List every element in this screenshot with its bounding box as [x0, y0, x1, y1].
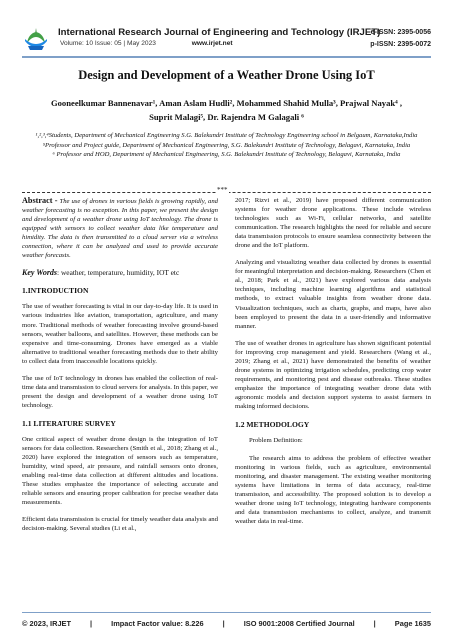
section-separator: [22, 186, 431, 194]
journal-header: [0, 0, 453, 50]
literature-paragraph-5: The use of weather drones in agriculture has shown significant potential for improving crop management and yield. Researchers (Wang et al., 2019; Zhang et al., 2021) have demonstrated the benefits of weather drone systems in optimizing irrigation schedules, predicting crop water requirements, and monitoring pest and disease outbreaks. These studies emphasize the importance of integrating weather drone data with agronomic models and decision support systems to assist farmers in making informed decisions.: [235, 339, 431, 410]
keywords: [22, 268, 218, 277]
abstract-text: The use of drones in various fields is growing rapidly, and weather forecasting is no exception. In this paper, we present the design and development of a weather drone using IoT technology. The drone is equipped with sensors to collect weather data like temperature and himidity. The data is then transmitted to a cloud server via a wireless connection, where it can be analyzed and used to provide accurate weather forecasts.: [22, 198, 219, 260]
header-divider: [22, 56, 431, 58]
separator-stars: ***: [217, 186, 228, 194]
eissn: e-ISSN: 2395-0056: [370, 29, 431, 36]
footer-copyright: © 2023, IRJET: [22, 619, 71, 628]
literature-survey-heading: 1.1 LITERATURE SURVEY: [22, 418, 116, 428]
footer-page-number: Page 1635: [394, 619, 431, 628]
footer-sep-2: |: [222, 619, 225, 628]
abstract-label: Abstract -: [22, 196, 58, 205]
right-column: [235, 196, 431, 535]
issn-block: [370, 27, 431, 51]
journal-website-link[interactable]: www.irjet.net: [191, 40, 233, 47]
problem-definition-label: Problem Definition:: [249, 437, 303, 445]
affiliation-3: ⁶ Professor and HOD, Department of Mechanical Engineering, S.G. Balekundri Institute of Technology, Belagavi, Karnataka, India: [52, 151, 401, 159]
journal-title: International Research Journal of Engineering and Technology (IRJET): [58, 27, 381, 38]
literature-paragraph-2: Efficient data transmission is crucial for timely weather data analysis and decision-making. Several studies (Li et al.,: [22, 516, 218, 533]
literature-paragraph-4: Analyzing and visualizing weather data collected by drones is essential for meaningful interpretation and decision-making. Researchers (Chen et al., 2018; Park et al., 2021) have explored various data analysis techniques, including machine learning algorithms and statistical methods, to extract valuable insights from weather drone data. Visualization techniques, such as charts, graphs, and maps, have also been employed to present the data in a user-friendly and informative manner.: [235, 259, 431, 330]
keywords-text: : weather, temperature, humidity, IOT etc: [57, 268, 180, 278]
journal-volume: Volume: 10 Issue: 05 | May 2023: [60, 40, 156, 47]
journal-meta: [60, 40, 239, 47]
left-column: [22, 196, 218, 541]
intro-heading: 1.INTRODUCTION: [22, 286, 89, 296]
literature-paragraph-3: 2017; Rizvi et al., 2019) have proposed different communication systems for weather drone applications. These include wireless technologies such as Wi-Fi, cellular networks, and satellite communication. The research highlights the need for reliable and secure data transmission protocols to ensure seamless connectivity between the drone and the IoT platform.: [235, 197, 431, 250]
affiliation-1: ¹,²,³,⁴Students, Department of Mechanical Engineering S.G. Balekundri Institute of Technology Engineering school in Belgaum, Karnataka,India: [35, 132, 418, 139]
paper-title: Design and Development of a Weather Drone Using IoT: [78, 68, 375, 82]
affiliations: [34, 131, 419, 160]
footer-sep-3: |: [373, 619, 376, 628]
footer-impact-factor: Impact Factor value: 8.226: [111, 619, 204, 628]
footer-divider: [22, 612, 431, 613]
intro-paragraph-2: The use of IoT technology in drones has enabled the collection of real-time data and transmission to cloud servers for analysis. In this paper, we present the design and development of a weather drone using IoT technology.: [22, 374, 218, 409]
irjet-logo-icon: [22, 27, 50, 51]
authors-line-1: Gooneelkumar Bannenavar¹, Aman Aslam Hudli², Mohammed Shahid Mulla³, Prajwal Nayak⁴ ,: [50, 98, 403, 108]
intro-paragraph-1: The use of weather forecasting is vital in our day-to-day life. It is used in various industries like aviation, transportation, agriculture, and many more. Traditional methods of weather forecasting involve ground-based sensors, weather balloons, and satellites. However, these methods can be expensive and time-consuming. Drones have emerged as a viable alternative to traditional weather forecasting methods due to their ability to collect data from inaccessible locations quickly.: [22, 303, 218, 365]
footer-sep-1: |: [90, 619, 93, 628]
pissn: p-ISSN: 2395-0072: [370, 41, 431, 48]
abstract: [22, 196, 218, 260]
methodology-paragraph-1: The research aims to address the problem of effective weather monitoring in various fields, such as agriculture, environmental monitoring, and disaster management. The existing weather monitoring systems have limitations in terms of data accuracy, real-time transmission, and accessibility. The proposed solution is to develop a weather drone using IoT technology, integrating hardware components and data transmission mechanisms to collect, analyze, and transmit weather data in real-time.: [235, 455, 431, 526]
page-footer: [22, 619, 431, 628]
authors-line-2: Suprit Malagi⁵, Dr. Rajendra M Galagali ⁶: [149, 112, 304, 122]
author-list: [34, 96, 419, 124]
affiliation-2: ⁵Professor and Project guide, Department of Mechanical Engineering, S.G. Balekundri Institute of Technology, Belagavi, Karnataka, India: [42, 141, 411, 149]
methodology-heading: 1.2 METHODOLOGY: [235, 420, 310, 430]
literature-paragraph-1: One critical aspect of weather drone design is the integration of IoT sensors for data collection. Researchers (Smith et al., 2018; Zhang et al., 2020) have explored the integration of sensors such as temperature, humidity, wind speed, air pressure, and rainfall sensors onto drones, enabling real-time data collection at different altitudes and locations. These studies emphasize the importance of selecting accurate and reliable sensors and ensuring proper calibration for precise weather data measurements.: [22, 435, 218, 507]
keywords-label: Key Words: [22, 268, 58, 278]
footer-iso: ISO 9001:2008 Certified Journal: [243, 619, 355, 628]
